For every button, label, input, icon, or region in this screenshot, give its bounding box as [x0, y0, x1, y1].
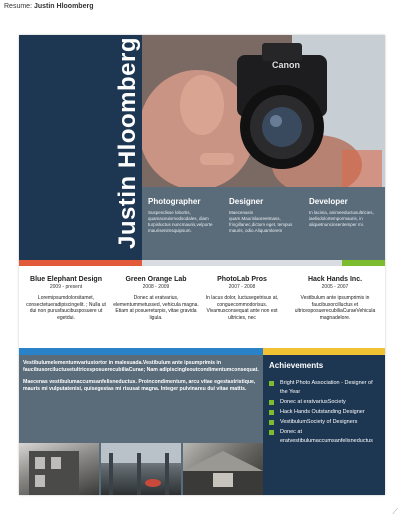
achievements-list	[269, 379, 381, 447]
achievement-item	[269, 428, 381, 446]
thumbnail-building	[19, 443, 99, 495]
summary-section	[19, 355, 263, 495]
job-description: Vestibulum ante ipsumprimis in faucibusorcilluctus et ultricesposuerecubiliaCuraeVehicula magnadelore.	[294, 295, 376, 321]
resume-page	[19, 35, 385, 495]
job-description: Loremipsumdolorsitamet, consectetueradipiscingelit. ; Nulla ut dui non purusfaucibusposuere ut egetdui.	[26, 295, 106, 321]
document-label	[4, 3, 93, 10]
bullet-square-icon	[269, 420, 274, 425]
summary-paragraph: Vestibulumelementumvariustortor in malesuada.Vestibulum ante ipsumprimis in faucibusorciluctusetultricesposuerecubiliaCurae; Nam adipiscingleoutcondimentumconsequat.	[23, 360, 259, 373]
hall-image	[101, 443, 181, 495]
role-designer	[229, 197, 305, 234]
roles-section	[142, 187, 385, 260]
role-text: Maecenasin quam.Maurislaoreetmass, fringillanec,dictum eget, tempus mauris, odio.Aliquamlorem	[229, 210, 293, 233]
job-company: Green Orange Lab	[125, 276, 187, 283]
achievement-text: Donec at eratvariusSociety	[280, 399, 346, 405]
profile-name: Justin Hloomberg	[114, 36, 141, 249]
svg-text:Canon: Canon	[272, 60, 300, 70]
achievement-item	[269, 398, 381, 407]
job-years: 2005 - 2007	[321, 284, 349, 290]
achievements-section	[263, 355, 385, 495]
achievement-item	[269, 408, 381, 417]
role-title: Developer	[309, 197, 348, 206]
job-entry	[23, 276, 109, 321]
achievement-text: Hack Hands Outstanding Designer	[280, 409, 365, 415]
document-label-prefix: Resume:	[4, 3, 33, 10]
bullet-square-icon	[269, 410, 274, 415]
summary-text	[23, 360, 259, 398]
role-title: Photographer	[148, 197, 201, 206]
role-developer	[309, 197, 385, 228]
experience-section	[19, 266, 385, 348]
summary-paragraph: Maecenas vestibulumaccumsanfelisneductus. Proincondimentum, arcu vitae egestastristique, mauris mi vulputatenisi, quisegestas mi risusat magna. Integer pulvinareu dui vitae mattis.	[23, 379, 256, 392]
job-years: 2007 - 2008	[228, 284, 256, 290]
achievement-text: Bright Photo Association - Designer of the Year	[280, 380, 373, 395]
achievements-title: Achievements	[269, 361, 324, 370]
job-years: 2009 - present	[49, 284, 83, 290]
job-entry	[199, 276, 285, 321]
job-company: Blue Elephant Design	[30, 276, 102, 283]
page-curl-icon: ⟋	[392, 507, 398, 516]
achievement-item	[269, 418, 381, 427]
name-panel	[19, 35, 142, 260]
bullet-square-icon	[269, 400, 274, 405]
job-description: In lacus dolor, luctusegetrisus at, conguecommodorisus. Vivamusconsequat ante non est ultricies, nec	[205, 295, 279, 321]
document-label-name: Justin Hloomberg	[33, 3, 94, 10]
role-text: Suspendisse lobortis, quamaceuismodsodales, diam turpisluctus nuncmauris,velporte maurisenimsquipsum.	[148, 210, 213, 233]
bullet-square-icon	[269, 381, 274, 386]
photo-thumbnails	[19, 443, 263, 495]
achievement-text: VestibulumSociety of Designers	[280, 419, 358, 425]
accent-yellow-bar	[263, 348, 385, 355]
industrial-image	[183, 443, 263, 495]
building-image	[19, 443, 99, 495]
job-company: Hack Hands Inc.	[307, 276, 363, 283]
job-entry	[113, 276, 199, 321]
role-text: In lacinia, animeeductusultricies, iaelisdolortempormauris, in aliquetnuncinsentemper mi.	[309, 210, 374, 227]
bullet-square-icon	[269, 430, 274, 435]
job-entry	[289, 276, 381, 321]
achievement-text: Donec at eratvestibulumaccumsanfelisneductus	[280, 429, 373, 444]
job-description: Donec at eratvarius, elementummetussed, vehicula magna. Etiam at posuereturpis, vitae gravida ligula.	[113, 295, 199, 321]
accent-blue-bar	[19, 348, 263, 355]
camera-illustration	[142, 35, 385, 187]
role-title: Designer	[229, 197, 264, 206]
achievement-item	[269, 379, 381, 397]
camera-photo	[142, 35, 385, 187]
thumbnail-hall	[101, 443, 181, 495]
thumbnail-industrial	[183, 443, 263, 495]
job-years: 2008 - 2009	[142, 284, 170, 290]
role-photographer	[148, 197, 224, 234]
job-company: PhotoLab Pros	[217, 276, 267, 283]
